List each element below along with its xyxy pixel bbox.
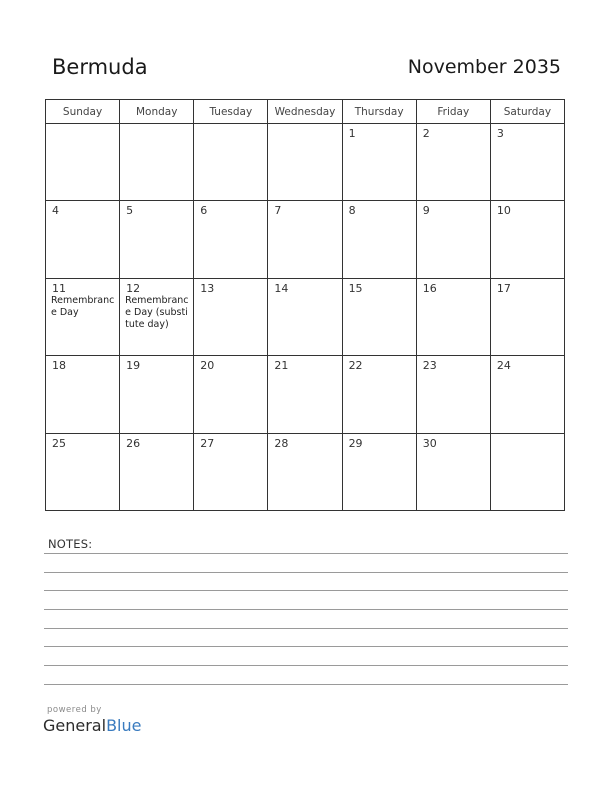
day-cell	[194, 278, 268, 355]
note-line	[44, 590, 568, 591]
day-number: 30	[422, 436, 437, 450]
weekday-header: Monday	[120, 100, 194, 124]
day-number: 24	[496, 359, 511, 373]
day-cell	[268, 433, 342, 510]
calendar-grid	[45, 99, 565, 511]
weekday-header: Wednesday	[268, 100, 342, 124]
day-number: 5	[126, 204, 134, 218]
day-cell	[416, 433, 490, 510]
day-number: 18	[52, 359, 66, 373]
day-cell	[194, 124, 268, 201]
holiday-event: Remembrance Day (substitute day)	[125, 294, 189, 330]
day-cell	[416, 356, 490, 433]
day-cell	[46, 356, 120, 433]
brand-general: General	[43, 716, 107, 735]
day-number	[268, 124, 341, 128]
day-number	[46, 124, 119, 128]
calendar-week-row	[46, 124, 565, 201]
day-cell	[120, 433, 194, 510]
day-number: 25	[52, 436, 66, 450]
day-number: 19	[126, 359, 141, 373]
day-number: 20	[200, 359, 215, 373]
weekday-header-row	[46, 100, 565, 124]
day-number: 21	[274, 359, 289, 373]
note-line	[44, 684, 568, 685]
day-cell	[46, 278, 120, 355]
weekday-header: Saturday	[490, 100, 564, 124]
day-number	[491, 434, 564, 438]
day-cell	[342, 278, 416, 355]
day-cell	[268, 201, 342, 278]
weekday-header: Thursday	[342, 100, 416, 124]
day-number: 16	[422, 281, 437, 295]
weekday-header: Sunday	[46, 100, 120, 124]
day-cell	[490, 356, 564, 433]
day-number	[120, 124, 193, 128]
brand-logo	[43, 716, 141, 735]
day-cell	[46, 201, 120, 278]
day-cell	[416, 201, 490, 278]
day-number: 2	[422, 127, 430, 140]
country-title: Bermuda	[52, 55, 148, 79]
day-cell	[268, 124, 342, 201]
calendar-week-row	[46, 433, 565, 510]
day-cell	[342, 201, 416, 278]
day-cell	[416, 278, 490, 355]
day-number: 29	[348, 436, 363, 450]
day-number: 10	[496, 204, 511, 218]
day-cell	[342, 124, 416, 201]
day-number: 27	[200, 436, 215, 450]
day-number: 4	[52, 204, 59, 218]
note-line	[44, 609, 568, 610]
day-cell	[194, 356, 268, 433]
day-number: 12	[126, 281, 141, 295]
powered-by-text: powered by	[47, 705, 102, 715]
day-cell	[120, 356, 194, 433]
day-cell	[120, 278, 194, 355]
day-cell	[342, 356, 416, 433]
day-cell	[194, 433, 268, 510]
weekday-header: Friday	[416, 100, 490, 124]
day-number: 14	[274, 281, 289, 295]
day-number: 8	[348, 204, 356, 218]
day-number	[194, 124, 267, 128]
day-number: 9	[422, 204, 430, 218]
day-cell	[490, 124, 564, 201]
day-number: 17	[496, 281, 511, 295]
note-line	[44, 646, 568, 647]
month-year-title: November 2035	[407, 56, 561, 78]
note-line	[44, 572, 568, 573]
weekday-header: Tuesday	[194, 100, 268, 124]
day-cell	[490, 201, 564, 278]
day-number: 23	[422, 359, 437, 373]
day-number: 6	[200, 204, 208, 218]
day-cell	[490, 433, 564, 510]
day-cell	[120, 201, 194, 278]
note-line	[44, 628, 568, 629]
calendar-week-row	[46, 278, 565, 355]
day-cell	[416, 124, 490, 201]
day-number: 26	[126, 436, 141, 450]
day-number: 3	[496, 127, 504, 140]
day-cell	[268, 356, 342, 433]
day-cell	[46, 124, 120, 201]
day-number: 28	[274, 436, 289, 450]
holiday-event: Remembrance Day	[51, 294, 115, 318]
day-cell	[46, 433, 120, 510]
day-number: 15	[348, 281, 363, 295]
day-cell	[268, 278, 342, 355]
note-line	[44, 665, 568, 666]
calendar-week-row	[46, 201, 565, 278]
day-cell	[194, 201, 268, 278]
day-cell	[342, 433, 416, 510]
calendar-week-row	[46, 356, 565, 433]
day-number: 11	[52, 281, 66, 295]
note-line	[44, 553, 568, 554]
day-number: 7	[274, 204, 282, 218]
day-cell	[120, 124, 194, 201]
brand-blue: Blue	[106, 716, 142, 735]
day-cell	[490, 278, 564, 355]
day-number: 22	[348, 359, 363, 373]
day-number: 13	[200, 281, 215, 295]
day-number: 1	[348, 127, 356, 140]
notes-label: NOTES:	[48, 537, 93, 551]
